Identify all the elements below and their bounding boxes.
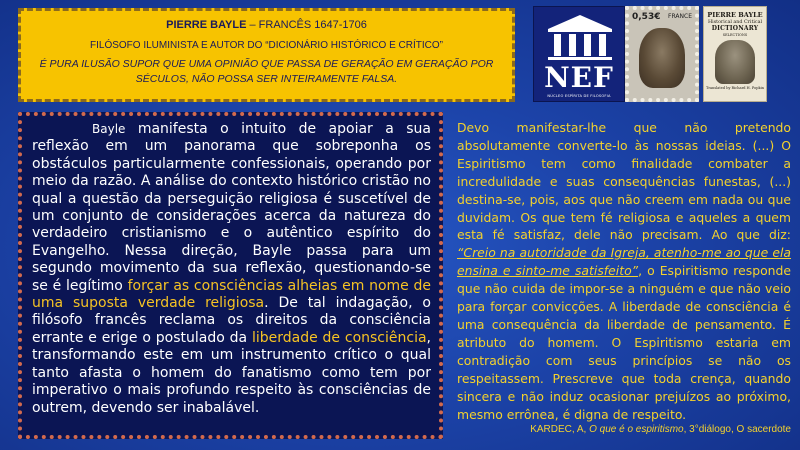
- title-banner: [18, 8, 515, 102]
- banner-name-line: [21, 17, 512, 33]
- source-citation: [457, 424, 791, 435]
- temple-base: [548, 57, 612, 60]
- highlight-liberdade: liberdade de consciência: [251, 329, 427, 346]
- right-text-2: , o Espiritismo responde que não cuida de impor-se a ninguém e que não veio para forçar convicções. A liberdade de consciência é uma consequência da liberdade de pensamento. É atributo do homem. O Espiritismo estaria em contradição com seus princípios se não os respeitassem. Prescreve que toda crença, quando sincera e não induz ocasionar prejuízos ao próximo, mesmo errônea, é digna de respeito.: [457, 263, 791, 422]
- church-quote: “Creio na autoridade da Igreja, atenho-me ao que ela ensina e sinto-me satisfeito”: [457, 245, 791, 279]
- left-text-1: manifesta o intuito de apoiar a sua reflexão em um panorama que sobreponha os obstáculos particularmente confessionais, operando por meio da razão. A análise do contexto histórico cristão no qual a questão da perseguição religiosa é suscetível de um conjunto de considerações acerca da natureza do verdadeiro cristianismo e o autêntico espírito do Evangelho. Nessa direção, Bayle passa para um segundo movimento da sua reflexão, questionando-se se é legítimo: [32, 121, 431, 294]
- book-cover: [703, 6, 767, 102]
- temple-roof-icon: [548, 15, 612, 29]
- bayle-text-box: [18, 112, 443, 439]
- philosopher-dates: – FRANCÊS 1647-1706: [246, 19, 367, 31]
- book-translator: Translated by Richard H. Popkin: [706, 86, 764, 90]
- book-title-line3: SELECTIONS: [722, 33, 748, 37]
- temple-beam: [548, 29, 612, 32]
- philosopher-name: PIERRE BAYLE: [166, 19, 247, 31]
- logo-text: NEF: [544, 61, 614, 94]
- logo-subtitle: NÚCLEO ESPÍRITA DE FILOSOFIA: [547, 94, 611, 98]
- book-title-line1: Historical and Critical: [707, 20, 762, 25]
- source-prefix: KARDEC, A,: [530, 424, 590, 435]
- book-author: PIERRE BAYLE: [707, 11, 763, 19]
- portrait-image: [639, 28, 685, 88]
- temple-column: [584, 34, 591, 56]
- left-text-3: , transformando este em um instrumento crítico o qual tanto afasta o homem do fanatismo como tem por imperativo o mais profundo respeito às consciências de outrem, devendo ser inabalável.: [32, 329, 431, 416]
- source-suffix: , 3°diálogo, O sacerdote: [683, 424, 791, 435]
- kardec-text: [457, 119, 791, 423]
- nef-logo: [533, 6, 625, 102]
- stamp-country: FRANCE: [668, 13, 692, 20]
- temple-column: [554, 34, 561, 56]
- source-title: O que é o espiritismo: [589, 424, 684, 435]
- right-text-1: Devo manifestar-lhe que não pretendo absolutamente converte-lo às nossas ideias. (...) O Espiritismo tem como finalidade combater a incredulidade e suas consequências funestas, (...) destina-se, pois, aos que não creem em nada ou que duvidam. Os que tem fé religiosa e aqueles a quem esta fé satisfaz, dele não precisam. Ao que diz:: [457, 120, 791, 243]
- stamp-value: 0,53€: [632, 12, 661, 22]
- left-text-2: . De tal indagação, o filósofo francês reclama os direitos da consciência errante e erige o postulado da: [32, 295, 432, 346]
- postage-stamp: [625, 6, 699, 102]
- temple-column: [599, 34, 606, 56]
- highlight-forcar: forçar as consciências alheias em nome de uma suposta verdade religiosa: [32, 277, 432, 312]
- philosopher-description: FILÓSOFO ILUMINISTA E AUTOR DO “DICIONÁRIO HISTÓRICO E CRÍTICO”: [90, 40, 443, 51]
- temple-column: [569, 34, 576, 56]
- philosopher-quote: É PURA ILUSÃO SUPOR QUE UMA OPINIÃO QUE PASSA DE GERAÇÃO EM GERAÇÃO POR SÉCULOS, NÃO POSSA SER INTEIRAMENTE FALSA.: [39, 58, 494, 85]
- book-title-line2: DICTIONARY: [711, 25, 759, 32]
- lead-word: Bayle: [92, 122, 126, 136]
- book-portrait-image: [715, 40, 755, 84]
